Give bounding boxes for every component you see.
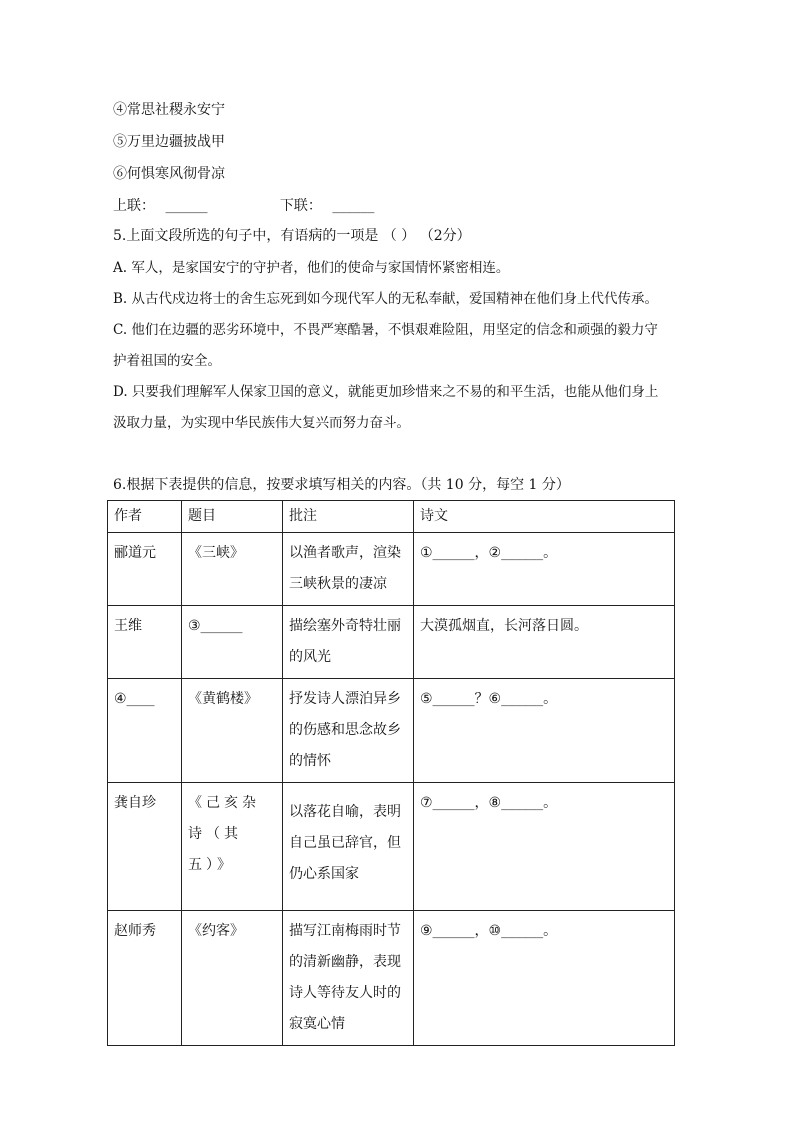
table-row — [108, 911, 675, 1046]
cell-poem-blank[interactable]: ⑤______？⑥______。 — [414, 679, 675, 783]
cell-author: 王维 — [108, 606, 182, 679]
table-row — [108, 606, 675, 679]
option-4: ④常思社稷永安宁 — [113, 102, 225, 118]
cell-author: 郦道元 — [108, 533, 182, 606]
lower-couplet-label: 下联： — [279, 198, 322, 214]
cell-poem: 大漠孤烟直，长河落日圆。 — [414, 606, 675, 679]
table-row — [108, 679, 675, 783]
table-header-row — [108, 501, 675, 533]
table-row — [108, 533, 675, 606]
lower-couplet-blank[interactable]: ______ — [332, 198, 375, 214]
q5-option-d-line1: D. 只要我们理解军人保家卫国的意义，就能更加珍惜来之不易的和平生活，也能从他们身上 — [113, 384, 659, 400]
cell-note: 以渔者歌声，渲染三峡秋景的凄凉 — [283, 533, 414, 606]
cell-title: 《三峡》 — [182, 533, 283, 606]
cell-note: 抒发诗人漂泊异乡的伤感和思念故乡的情怀 — [283, 679, 414, 783]
q5-option-b: B. 从古代戍边将士的舍生忘死到如今现代军人的无私奉献，爱国精神在他们身上代代传承。 — [113, 291, 659, 307]
header-poem: 诗文 — [414, 501, 675, 533]
cell-poem-blank[interactable]: ⑦______，⑧______。 — [414, 783, 675, 911]
upper-couplet-label: 上联： — [113, 198, 155, 214]
q5-option-c-line1: C. 他们在边疆的恶劣环境中，不畏严寒酷暑，不惧艰难险阻，用坚定的信念和顽强的毅力守 — [113, 322, 658, 338]
cell-title-blank[interactable]: ③______ — [182, 606, 283, 679]
header-title: 题目 — [182, 501, 283, 533]
option-5: ⑤万里边疆披战甲 — [113, 134, 225, 150]
cell-note: 以落花自喻，表明自己虽已辞官，但仍心系国家 — [283, 783, 414, 911]
q5-option-c-line2: 护着祖国的安全。 — [113, 353, 221, 369]
poetry-table — [107, 500, 675, 1046]
cell-title: 《约客》 — [182, 911, 283, 1046]
q6-stem: 6.根据下表提供的信息，按要求填写相关的内容。（共 10 分，每空 1 分） — [113, 477, 570, 493]
cell-title: 《黄鹤楼》 — [182, 679, 283, 783]
upper-couplet-blank[interactable]: ______ — [165, 198, 208, 214]
q5-option-a: A. 军人，是家国安宁的守护者，他们的使命与家国情怀紧密相连。 — [113, 260, 510, 276]
cell-poem-blank[interactable]: ①______，②______。 — [414, 533, 675, 606]
table-row — [108, 783, 675, 911]
q5-option-d-line2: 汲取力量，为实现中华民族伟大复兴而努力奋斗。 — [113, 415, 410, 431]
cell-author: 赵师秀 — [108, 911, 182, 1046]
header-note: 批注 — [283, 501, 414, 533]
cell-title: 《己亥杂诗（其五）》 — [182, 783, 283, 911]
q5-stem: 5.上面文段所选的句子中，有语病的一项是 （ ） （2分） — [113, 228, 471, 244]
cell-poem-blank[interactable]: ⑨______，⑩______。 — [414, 911, 675, 1046]
header-author: 作者 — [108, 501, 182, 533]
cell-note: 描写江南梅雨时节的清新幽静，表现诗人等待友人时的寂寞心情 — [283, 911, 414, 1046]
cell-author: 龚自珍 — [108, 783, 182, 911]
option-6: ⑥何惧寒风彻骨凉 — [113, 166, 225, 182]
cell-note: 描绘塞外奇特壮丽的风光 — [283, 606, 414, 679]
cell-author-blank[interactable]: ④____ — [108, 679, 182, 783]
couplet-line — [113, 196, 374, 216]
